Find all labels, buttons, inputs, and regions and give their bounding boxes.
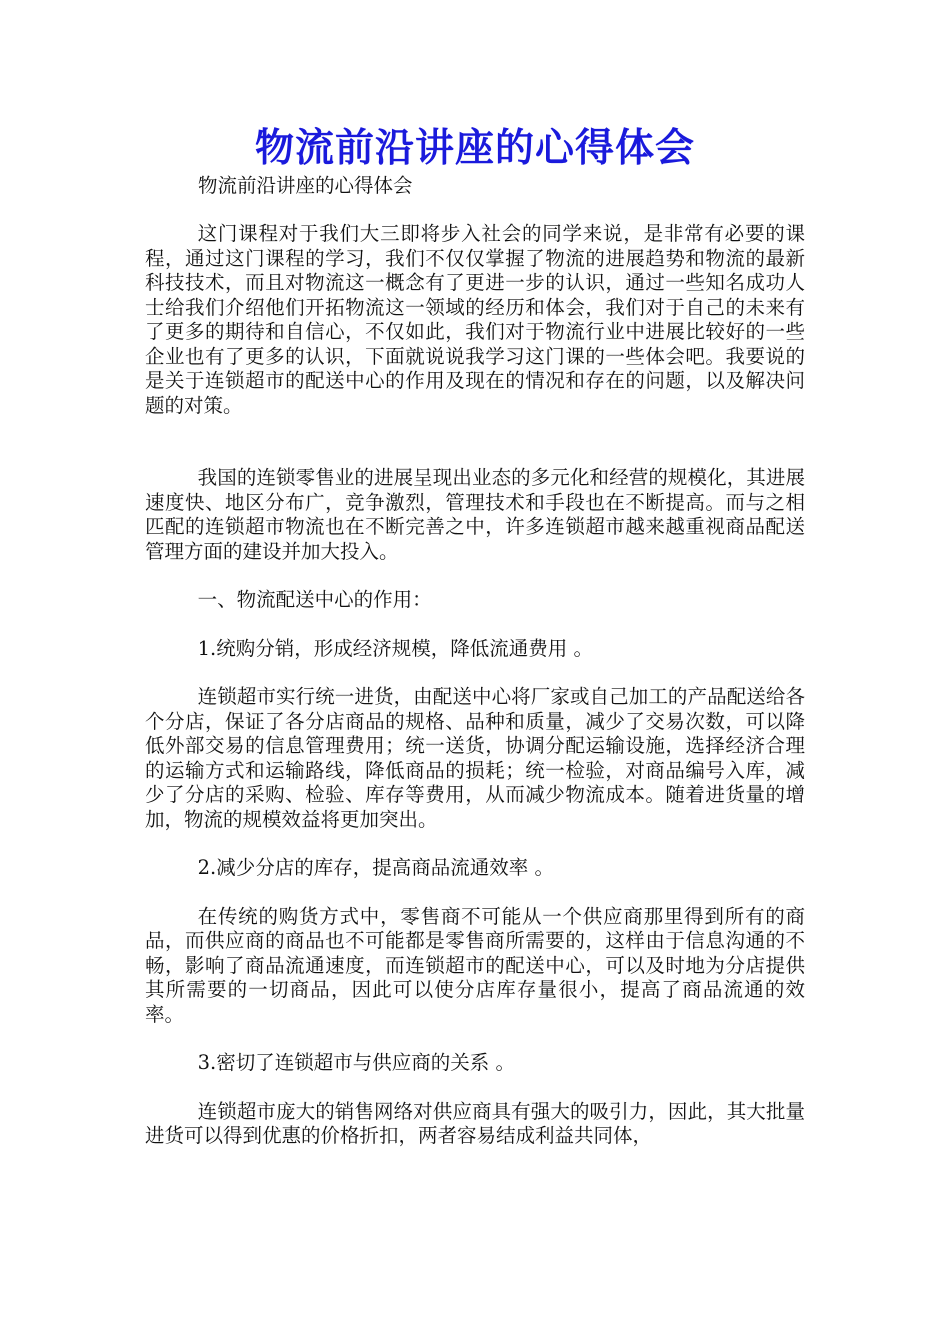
page-title: 物流前沿讲座的心得体会	[254, 125, 695, 171]
document-subtitle: 物流前沿讲座的心得体会	[198, 174, 413, 197]
subheading-3: 3.密切了连锁超市与供应商的关系 。	[197, 1051, 515, 1074]
paragraph-1: 连锁超市实行统一进货，由配送中心将厂家或自己加工的产品配送给各个分店，保证了各分店商品的规格、品种和质量，减少了交易次数，可以降低外部交易的信息管理费用；统一送货，协调分配运输设施，选择经济合理的运输方式和运输路线，降低商品的损耗；统一检验，对商品编号入库，减少了分店的采购、检验、库存等费用，从而减少物流成本。随着进货量的增加，物流的规模效益将更加突出。	[145, 685, 805, 831]
paragraph-3: 连锁超市庞大的销售网络对供应商具有强大的吸引力，因此，其大批量进货可以得到优惠的价格折扣，两者容易结成利益共同体，	[145, 1099, 805, 1147]
paragraph-background: 我国的连锁零售业的进展呈现出业态的多元化和经营的规模化，其进展速度快、地区分布广，竞争激烈，管理技术和手段也在不断提高。而与之相匹配的连锁超市物流也在不断完善之中，许多连锁超市越来越重视商品配送管理方面的建设并加大投入。	[145, 466, 805, 563]
paragraph-2: 在传统的购货方式中，零售商不可能从一个供应商那里得到所有的商品，而供应商的商品也不可能都是零售商所需要的，这样由于信息沟通的不畅，影响了商品流通速度，而连锁超市的配送中心，可以及时地为分店提供其所需要的一切商品，因此可以使分店库存量很小，提高了商品流通的效率。	[145, 904, 805, 1026]
document-body	[145, 222, 805, 1173]
subheading-1: 1.统购分销，形成经济规模，降低流通费用 。	[197, 636, 593, 660]
subheading-2: 2.减少分店的库存，提高商品流通效率 。	[197, 856, 554, 879]
paragraph-intro: 这门课程对于我们大三即将步入社会的同学来说，是非常有必要的课程，通过这门课程的学习，我们不仅仅掌握了物流的进展趋势和物流的最新科技技术，而且对物流这一概念有了更进一步的认识，通过一些知名成功人士给我们介绍他们开拓物流这一领域的经历和体会，我们对于自己的未来有了更多的期待和自信心，不仅如此，我们对于物流行业中进展比较好的一些企业也有了更多的认识，下面就说说我学习这门课的一些体会吧。我要说的是关于连锁超市的配送中心的作用及现在的情况和存在的问题，以及解决问题的对策。	[145, 222, 805, 417]
section-heading-1: 一、物流配送中心的作用：	[197, 588, 432, 611]
